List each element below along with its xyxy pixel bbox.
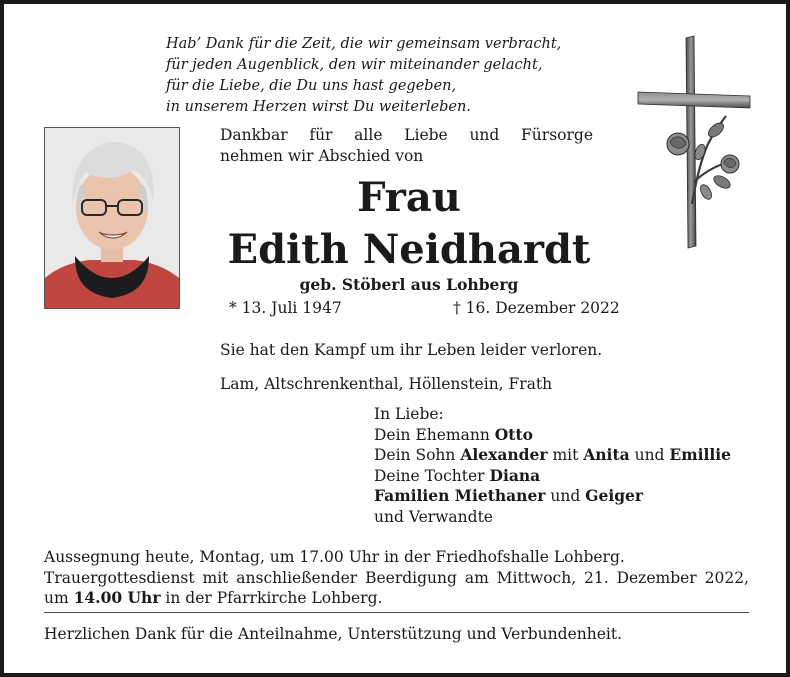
memorial-poem [166,34,606,118]
portrait-illustration [45,128,179,308]
deceased-name: Edith Neidhardt [227,226,591,273]
mourner-line [374,445,754,466]
death-date: † 16. Dezember 2022 [453,299,620,317]
thanks-text: Herzlichen Dank für die Anteilnahme, Unterstützung und Verbundenheit. [44,625,622,643]
poem-line: für die Liebe, die Du uns hast gegeben, [166,78,457,94]
mourner-relation: Dein Ehemann [374,425,495,444]
mourners-heading: In Liebe: [374,405,444,423]
mourner-name: Anita [583,445,630,464]
connector-text: mit [547,446,584,464]
mourner-line [374,425,754,446]
intro-text [220,125,593,167]
funeral-text: Trauergottesdienst mit anschließender Beerdigung am Mittwoch, 21. Dezember 2022, um [44,568,749,607]
mourner-name: Otto [494,424,533,444]
portrait-photo [44,127,180,309]
birth-date: * 13. Juli 1947 [229,299,342,317]
mourner-name: Emillie [669,445,732,464]
intro-line: Dankbar für alle Liebe und Fürsorge [220,126,593,144]
funeral-time: 14.00 Uhr [73,588,161,607]
sentence: Sie hat den Kampf um ihr Leben leider verloren. [220,341,603,359]
salutation: Frau [357,174,461,221]
connector-text: und [629,446,670,464]
divider [44,612,749,613]
mourners-list [374,404,754,527]
mourner-name: Diana [489,465,541,485]
mourner-relation: Dein Sohn [374,446,461,464]
connector-text: und [545,487,586,505]
mourner-relation: Deine Tochter [374,466,490,485]
cross-with-roses-icon [634,32,754,252]
mourner-line [374,466,754,487]
mourner-name: Familien Miethaner [374,486,546,505]
mourner-name: Geiger [585,486,644,505]
funeral-details [44,547,749,609]
funeral-text: in der Pfarrkirche Lohberg. [160,589,383,607]
poem-line: in unserem Herzen wirst Du weiterleben. [166,99,471,115]
poem-line: Hab’ Dank für die Zeit, die wir gemeinsam verbracht, [166,36,562,52]
funeral-line: Aussegnung heute, Montag, um 17.00 Uhr in der Friedhofshalle Lohberg. [44,548,625,566]
mourner-line: und Verwandte [374,507,493,526]
places: Lam, Altschrenkenthal, Höllenstein, Frath [220,375,553,393]
intro-line: nehmen wir Abschied von [220,147,424,165]
mourner-name: Alexander [460,445,548,464]
poem-line: für jeden Augenblick, den wir miteinander gelacht, [166,57,543,73]
maiden-name: geb. Stöberl aus Lohberg [299,275,519,294]
funeral-line [44,568,749,609]
mourner-line [374,486,754,507]
